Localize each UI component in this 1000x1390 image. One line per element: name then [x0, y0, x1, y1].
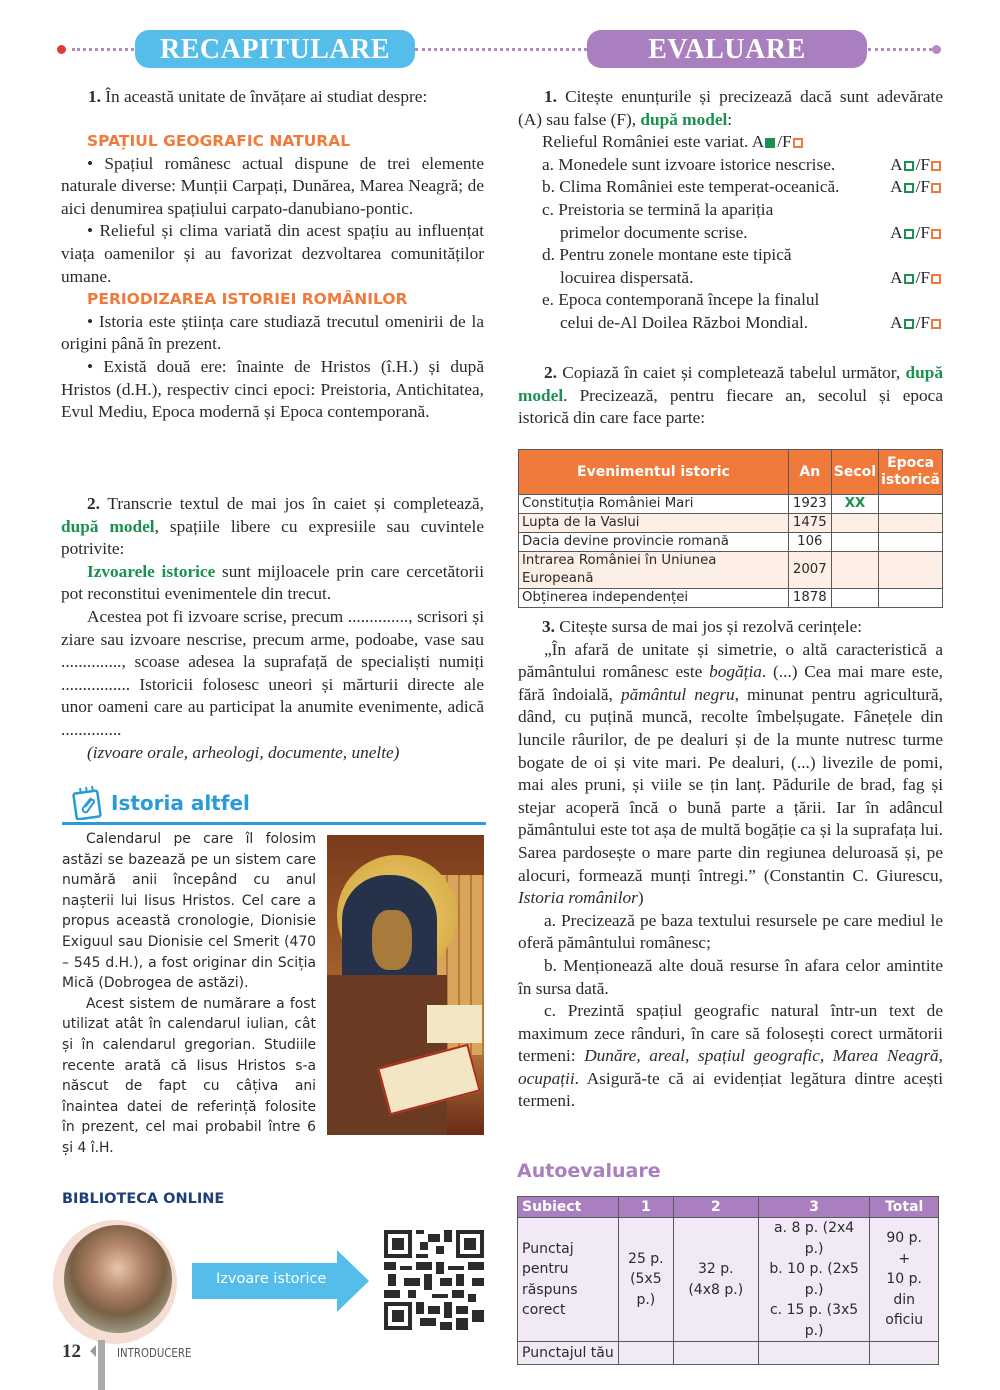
eval-q3-c-text-a: c. Prezintă spațiul geografic natural într-un text de maximum zece rânduri, în care să folosești corect următorii termeni:	[518, 1001, 943, 1066]
cell-year: 2007	[788, 552, 831, 589]
cell-event: Dacia devine provincie romană	[519, 533, 789, 552]
f-label: /F	[915, 154, 930, 174]
true-false-choice	[886, 176, 943, 199]
recap-section-geografic	[61, 130, 484, 424]
recap-q2-options: (izvoare orale, arheologi, documente, unelte)	[87, 742, 400, 762]
eval-q1-statements	[518, 154, 943, 335]
istoria-altfel-text	[62, 829, 316, 1159]
s3-c: c. 15 p. (3x5 p.)	[769, 1302, 859, 1339]
qr-code-icon[interactable]	[384, 1230, 484, 1330]
f-label: /F	[915, 312, 930, 332]
row-punctajul-tau	[518, 1342, 939, 1365]
tf-statement-line1: e. Epoca contemporană începe la finalul	[542, 290, 820, 310]
recap-q1	[88, 86, 488, 109]
s3-a: a. 8 p. (2x4 p.)	[774, 1220, 855, 1257]
row-punctajul-tau-label: Punctajul tău	[518, 1342, 619, 1365]
cell-year: 1475	[788, 514, 831, 533]
s2-points: 32 p.	[697, 1261, 734, 1277]
header-right-dotline	[868, 48, 932, 51]
f-label: /F	[915, 177, 930, 197]
eval-q3-a: a. Precizează pe baza textului resursele pe care mediul le oferă pământului românesc;	[518, 910, 943, 953]
eval-q1-text-a: Citește enunțurile și precizează dacă sunt adevărate (A) sau false (F),	[518, 87, 943, 129]
biblioteca-online-title: BIBLIOTECA ONLINE	[62, 1191, 225, 1207]
row-punctaj	[518, 1218, 939, 1342]
events-table-header	[519, 450, 943, 495]
tf-statement-line2: locuirea dispersată.	[560, 267, 694, 287]
autoevaluare-table	[517, 1196, 939, 1365]
cell-epoch[interactable]	[879, 495, 943, 514]
eval-q2-text-a: Copiază în caiet și completează tabelul următor,	[562, 363, 906, 382]
checkbox-f-icon[interactable]	[931, 161, 941, 171]
page-number-marker-icon	[90, 1345, 96, 1357]
example-f-label: /F	[777, 132, 792, 152]
recap-q2-text-a: Transcrie textul de mai jos în caiet și completează,	[107, 494, 484, 513]
checkbox-a-icon[interactable]	[904, 229, 914, 239]
section-geografic-p1: • Spațiul românesc actual dispune de trei elemente naturale diverse: Munții Carpați, Dunărea, Marea Neagră; de aici denumirea spațiului carpato-danubiano-pontic.	[61, 153, 484, 218]
section-geografic-p2: • Relieful și clima variată din acest spațiu au influențat viața oamenilor și au favorizat dezvoltarea comunităților umane.	[61, 221, 484, 286]
student-photo-inner	[64, 1225, 172, 1333]
cell-event: Intrarea României în Uniunea Europeană	[519, 552, 789, 589]
checkbox-f-icon[interactable]	[931, 183, 941, 193]
header-right-dot	[932, 45, 941, 54]
true-false-choice	[886, 154, 943, 177]
cell-century[interactable]	[831, 552, 878, 589]
table-row	[519, 533, 943, 552]
checkbox-a-icon[interactable]	[904, 161, 914, 171]
your-score-1[interactable]	[618, 1342, 673, 1365]
col-2: 2	[673, 1197, 758, 1218]
col-1: 1	[618, 1197, 673, 1218]
cell-event: Constituția României Mari	[519, 495, 789, 514]
eval-q3-b: b. Menționează alte două resurse în afara celor amintite în sursa dată.	[518, 955, 943, 998]
eval-q3-c-terms: Dunăre, areal, spațiul geografic, Marea Neagră, ocupații	[518, 1046, 943, 1088]
eval-q1	[518, 86, 943, 335]
section-periodizare-p2: • Există două ere: înainte de Hristos (î.H.) și după Hristos (d.H.), respectiv cinci epoci: Preistoria, Antichitatea, Evul Mediu, Epoca modernă și Epoca contemporană.	[61, 356, 484, 422]
recap-q2-instructions	[61, 493, 484, 561]
student-photo	[53, 1220, 177, 1344]
eval-q1-model: după model	[640, 109, 728, 129]
evaluare-title: EVALUARE	[587, 30, 867, 68]
quote-italic-2: pământul negru	[620, 684, 735, 704]
s1-breakdown: (5x5 p.)	[630, 1271, 662, 1308]
eval-q3-c	[518, 1000, 943, 1113]
cell-century[interactable]	[831, 514, 878, 533]
row-punctaj-label: Punctaj pentru răspuns corect	[518, 1218, 619, 1342]
notepad-paperclip-icon	[72, 786, 104, 820]
cell-event: Obținerea independenței	[519, 589, 789, 608]
tf-statement-line1: a. Monedele sunt izvoare istorice nescrise.	[542, 154, 836, 174]
col-subiect: Subiect	[518, 1197, 619, 1218]
total-c: 10 p.	[886, 1271, 922, 1288]
book-small	[427, 1005, 482, 1043]
your-score-total[interactable]	[870, 1342, 939, 1365]
cell-century[interactable]	[831, 589, 878, 608]
s2-breakdown: (4x8 p.)	[688, 1281, 744, 1298]
quote-book-title: Istoria românilor	[518, 888, 638, 908]
checkbox-f-icon[interactable]	[931, 274, 941, 284]
header-left-dotline	[72, 48, 134, 51]
eval-q1-number: 1.	[544, 87, 557, 106]
istoria-altfel-title: Istoria altfel	[111, 791, 250, 815]
page-number: 12	[62, 1341, 81, 1362]
col-header-year: An	[788, 450, 831, 495]
s1-points: 25 p.	[628, 1250, 664, 1267]
checkbox-a-icon[interactable]	[904, 274, 914, 284]
cell-event: Lupta de la Vaslui	[519, 514, 789, 533]
saint-icon-image	[327, 835, 484, 1135]
a-label: A	[890, 154, 903, 174]
your-score-2[interactable]	[673, 1342, 758, 1365]
table-row	[519, 589, 943, 608]
tf-statement-line1: d. Pentru zonele montane este tipică	[542, 245, 792, 265]
col-header-century: Secol	[831, 450, 878, 495]
eval-q2-text-b: . Precizează, pentru fiecare an, secolul și epoca istorică din care face parte:	[518, 385, 943, 428]
tf-statement	[542, 199, 943, 244]
table-row	[519, 552, 943, 589]
tf-statement	[542, 289, 943, 334]
tf-statement	[542, 176, 943, 199]
true-false-choice	[886, 222, 943, 245]
total-plus: +	[898, 1250, 911, 1267]
recap-q2-model: după model	[61, 516, 155, 536]
eval-q3-c-text-b: . Asigură-te că ai evidențiat legătura dintre acești termeni.	[518, 1068, 943, 1111]
quote-part-c: , minunat pentru agricultură, dând, cu puțină muncă, recolte îmbelșugate. Fânețele din luncile râurilor, de pe dealuri și de la munte nutresc turme bogate de oi și vite mari. Pe dealuri, (...) livezile de pomi, mai ales pruni, și viile se țin lanț. Pădurile de brad, fag și stejar acoperă încă o bună parte a țării. Iar în adâncul pământului este tot așa de multă bogăție ca și la suprafața lui. Sarea pardosește o mare parte din regiunea deluroasă și, pe alocuri, formează munți întregi.” (Constantin C. Giurescu,	[518, 684, 943, 885]
eval-q3-quote	[518, 639, 943, 910]
recap-q2-term: Izvoarele istorice	[87, 561, 216, 581]
section-title-periodizare: PERIODIZAREA ISTORIEI ROMÂNILOR	[87, 290, 408, 309]
quote-part-b: . (...) Cea mai mare este, fără îndoială,	[518, 662, 943, 704]
eval-q2-instructions	[518, 362, 943, 430]
col-header-epoch: Epoca istorică	[879, 450, 943, 495]
eval-q2-model: după model	[518, 363, 943, 405]
col-3: 3	[758, 1197, 870, 1218]
example-a-label: A	[751, 132, 765, 152]
tf-statement	[542, 154, 943, 177]
biblioteca-arrow-link[interactable]	[192, 1250, 368, 1312]
arrow-label: Izvoare istorice	[216, 1271, 327, 1287]
tf-statement-line2: primelor documente scrise.	[560, 222, 748, 242]
autoevaluare-header	[518, 1197, 939, 1218]
checkbox-f-icon[interactable]	[931, 319, 941, 329]
your-score-3[interactable]	[758, 1342, 870, 1365]
arrow-head-icon	[337, 1250, 369, 1312]
total-d: din oficiu	[885, 1291, 924, 1329]
eval-q1-instructions	[518, 86, 943, 131]
section-periodizare-p1: • Istoria este știința care studiază trecutul omenirii de la origini până în prezent.	[61, 311, 484, 354]
punctaj-s2	[673, 1218, 758, 1342]
tf-statement-line2: celui de-Al Doilea Război Mondial.	[560, 312, 809, 332]
eval-q1-example	[518, 131, 943, 154]
table-row	[519, 514, 943, 533]
eval-q3-number: 3.	[542, 617, 555, 636]
true-false-choice	[886, 267, 943, 290]
eval-q3	[518, 616, 943, 1113]
a-label: A	[890, 177, 903, 197]
punctaj-s3	[758, 1218, 870, 1342]
eval-q3-instructions	[518, 616, 943, 639]
cell-epoch[interactable]	[879, 514, 943, 533]
istoria-altfel-p1: Calendarul pe care îl folosim astăzi se bazează pe un sistem care numără anii începând cu anul nașterii lui Iisus Hristos. Cel care a propus această cronologie, Dionisie Exiguul sau Dionisie cel Smerit (470 – 545 d.H.), a fost originar din Sciția Mică (Dobrogea de astăzi).	[62, 831, 316, 992]
tf-statement	[542, 244, 943, 289]
tf-statement-line1: b. Clima României este temperat-oceanică.	[542, 177, 840, 197]
total-a: 90 p.	[886, 1230, 922, 1247]
header-middle-dotline	[415, 48, 587, 51]
recap-q1-text: În această unitate de învățare ai studiat despre:	[105, 87, 428, 106]
col-total: Total	[870, 1197, 939, 1218]
checkbox-a-icon[interactable]	[904, 319, 914, 329]
autoevaluare-title: Autoevaluare	[517, 1160, 661, 1182]
istoria-altfel-p2: Acest sistem de numărare a fost utilizat atât în calendarul iulian, cât și în calendarul gregorian. Studiile recente arată că Iisus Hristos s-a născut de fapt cu câțiva ani înaintea datei de referință folosite în prezent, cel mai probabil între 6 și 4 î.H.	[62, 995, 316, 1156]
quote-part-a: „În afară de unitate și simetrie, o altă caracteristică a pământului românesc este	[518, 639, 943, 682]
cell-year: 106	[788, 533, 831, 552]
qr-code-graphic	[384, 1230, 484, 1330]
punctaj-total	[870, 1218, 939, 1342]
punctaj-s1	[618, 1218, 673, 1342]
cell-century[interactable]	[831, 533, 878, 552]
eval-q3-text: Citește sursa de mai jos și rezolvă cerințele:	[559, 617, 863, 636]
cell-century: XX	[831, 495, 878, 514]
section-title-geografic: SPAȚIUL GEOGRAFIC NATURAL	[87, 132, 351, 150]
a-label: A	[890, 267, 903, 287]
checkbox-f-icon	[793, 138, 803, 148]
eval-q2	[518, 362, 943, 430]
true-false-choice	[886, 312, 943, 335]
f-label: /F	[915, 267, 930, 287]
quote-part-d: )	[637, 888, 644, 908]
recap-q2-p1-text: sunt mijloacele prin care cercetătorii pot reconstitui evenimentele din trecut.	[61, 561, 484, 604]
footer-bar	[98, 1340, 105, 1390]
a-label: A	[890, 312, 903, 332]
quote-italic-1: bogăția	[709, 662, 762, 682]
recap-q1-number: 1.	[88, 87, 101, 106]
s3-b: b. 10 p. (2x5 p.)	[769, 1261, 859, 1298]
checkbox-a-icon[interactable]	[904, 183, 914, 193]
tf-statement-line1: c. Preistoria se termină la apariția	[542, 199, 774, 219]
cell-year: 1923	[788, 495, 831, 514]
checkbox-a-checked-icon	[765, 138, 775, 148]
col-header-event: Evenimentul istoric	[519, 450, 789, 495]
recap-q2-p1	[61, 561, 484, 606]
table-row	[519, 495, 943, 514]
a-label: A	[890, 222, 903, 242]
cell-epoch[interactable]	[879, 589, 943, 608]
recap-q2-number: 2.	[87, 494, 100, 513]
istoria-altfel-header	[62, 784, 486, 825]
f-label: /F	[915, 222, 930, 242]
header-left-dot	[57, 45, 66, 54]
cell-epoch[interactable]	[879, 552, 943, 589]
footer-section-label: INTRODUCERE	[117, 1346, 192, 1360]
face	[372, 910, 412, 970]
eval-q2-number: 2.	[544, 363, 557, 382]
recap-q2-p2: Acestea pot fi izvoare scrise, precum .............., scrisori și ziare sau izvoare nescrise, precum arme, podoabe, vase sau .............., scoase adesea la suprafață de specialiști numiți ................ Istoricii folosesc uneori și mărturii directe ale unor oameni care au participat la anumite evenimente, adică ..............	[61, 606, 484, 739]
events-table	[518, 449, 943, 608]
recap-q2-text-b: , spațiile libere cu expresiile sau cuvintele potrivite:	[61, 516, 484, 559]
checkbox-f-icon[interactable]	[931, 229, 941, 239]
example-text: Relieful României este variat.	[542, 132, 749, 152]
cell-year: 1878	[788, 589, 831, 608]
recap-q2	[61, 493, 484, 764]
cell-epoch[interactable]	[879, 533, 943, 552]
eval-q1-text-b: :	[727, 109, 733, 129]
recapitulare-title: RECAPITULARE	[135, 30, 415, 68]
